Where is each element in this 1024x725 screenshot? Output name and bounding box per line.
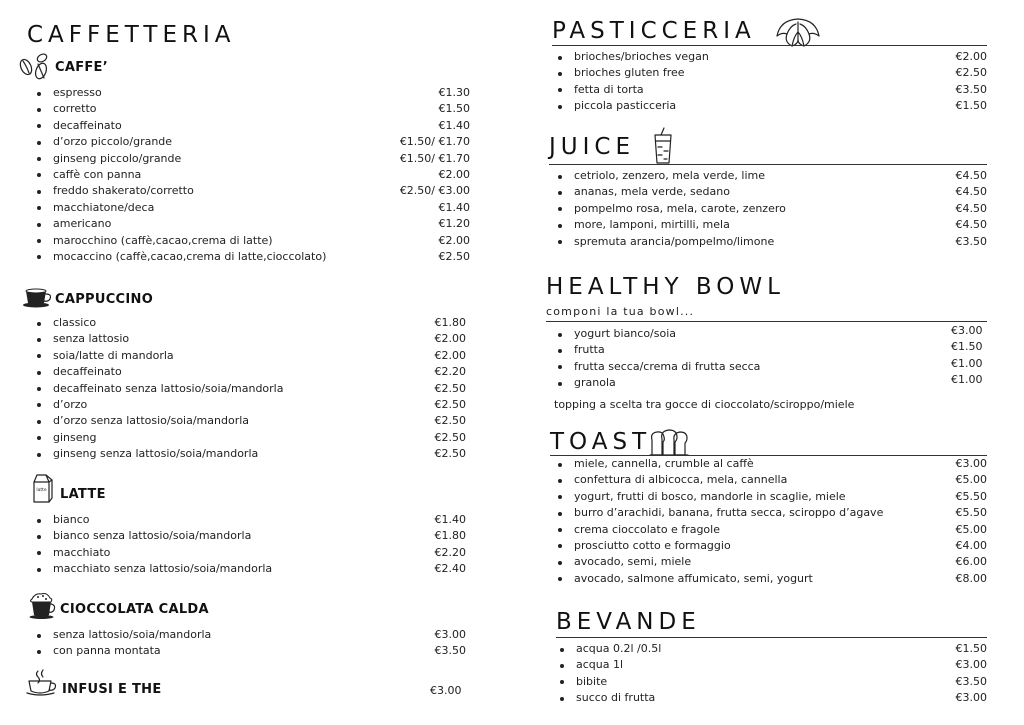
item-price: €3.50 xyxy=(955,234,987,248)
healthy-bowl-title: HEALTHY BOWL xyxy=(546,274,785,300)
item-name: ginseng senza lattosio/soia/mandorla xyxy=(53,447,259,461)
item-name: decaffeinato senza lattosio/soia/mandorla xyxy=(53,381,284,395)
item-price: €2.00 xyxy=(434,332,466,346)
hot-chocolate-icon xyxy=(27,590,57,620)
item-name: frutta secca/crema di frutta secca xyxy=(574,359,761,373)
menu-item xyxy=(574,359,924,375)
item-name: succo di frutta xyxy=(576,691,656,705)
item-name: crema cioccolato e fragole xyxy=(574,522,720,536)
item-price: €1.00 xyxy=(951,356,983,370)
item-name: brioches/brioches vegan xyxy=(574,50,709,63)
topping-note: topping a scelta tra gocce di cioccolato/sciroppo/miele xyxy=(554,398,855,411)
menu-item xyxy=(53,545,466,561)
item-name: avocado, semi, miele xyxy=(574,555,692,569)
item-name: macchiato senza lattosio/soia/mandorla xyxy=(53,562,273,576)
item-name: bianco xyxy=(53,513,90,526)
menu-item xyxy=(574,201,987,217)
menu-item xyxy=(574,472,987,488)
menu-item xyxy=(574,168,987,184)
item-name: yogurt, frutti di bosco, mandorle in scaglie, miele xyxy=(574,489,846,503)
menu-item xyxy=(53,331,466,347)
item-name: senza lattosio xyxy=(53,332,130,346)
menu-item xyxy=(574,522,987,538)
item-price: €2.50 xyxy=(434,430,466,444)
item-name: ginseng piccolo/grande xyxy=(53,151,182,165)
bevande-divider xyxy=(556,637,987,638)
healthy-bowl-subtitle: componi la tua bowl... xyxy=(546,305,695,318)
item-price: €1.80 xyxy=(434,316,466,329)
item-name: d’orzo xyxy=(53,397,88,411)
item-price: €5.50 xyxy=(955,506,987,520)
menu-item xyxy=(53,233,470,249)
menu-item xyxy=(574,184,987,200)
juice-divider xyxy=(549,164,987,165)
item-price: €3.00 xyxy=(955,691,987,705)
cappuccino-heading: CAPPUCCINO xyxy=(55,292,154,307)
item-price: €4.50 xyxy=(955,201,987,215)
bevande-list xyxy=(576,641,987,707)
item-name: macchiato xyxy=(53,545,111,559)
item-price: €5.00 xyxy=(955,473,987,487)
menu-item xyxy=(574,375,924,391)
item-name: caffè con panna xyxy=(53,167,142,181)
item-price: €1.50 xyxy=(438,102,470,116)
cioccolata-list xyxy=(53,627,466,660)
item-name: yogurt bianco/soia xyxy=(574,327,677,340)
caffe-list xyxy=(53,85,470,265)
menu-item xyxy=(53,446,466,462)
carton-label: latte xyxy=(36,488,47,493)
item-price: €2.00 xyxy=(438,167,470,181)
menu-item xyxy=(53,381,466,397)
menu-item xyxy=(53,643,466,659)
item-price: €4.50 xyxy=(955,169,987,182)
item-name: acqua 0.2l /0.5l xyxy=(576,642,662,655)
pasticceria-divider xyxy=(552,45,987,46)
item-price: €1.20 xyxy=(438,217,470,231)
healthy-bowl-prices xyxy=(951,323,983,389)
caffetteria-title: CAFFETTERIA xyxy=(27,22,236,48)
item-name: mocaccino (caffè,cacao,crema di latte,cioccolato) xyxy=(53,249,327,263)
item-name: espresso xyxy=(53,86,102,99)
bread-slices-icon xyxy=(648,428,690,458)
menu-item xyxy=(53,413,466,429)
menu-item xyxy=(576,657,987,673)
item-price: €6.00 xyxy=(955,555,987,569)
menu-item xyxy=(53,512,466,528)
item-price: €2.00 xyxy=(438,233,470,247)
item-name: cetriolo, zenzero, mela verde, lime xyxy=(574,169,765,182)
item-name: piccola pasticceria xyxy=(574,99,677,113)
item-price: €1.50 xyxy=(955,99,987,113)
item-name: fetta di torta xyxy=(574,82,644,96)
menu-item xyxy=(574,65,987,81)
item-name: senza lattosio/soia/mandorla xyxy=(53,628,212,641)
item-price: €2.50 xyxy=(434,381,466,395)
item-price: €2.50/ €3.00 xyxy=(399,184,470,198)
item-price: €1.50/ €1.70 xyxy=(399,135,470,149)
item-price: €5.00 xyxy=(955,522,987,536)
item-name: acqua 1l xyxy=(576,658,624,672)
item-price: €2.00 xyxy=(434,348,466,362)
item-price: €2.50 xyxy=(434,414,466,428)
menu-item xyxy=(574,571,987,587)
item-name: brioches gluten free xyxy=(574,66,685,80)
menu-item xyxy=(574,234,987,250)
menu-item xyxy=(53,216,470,232)
item-price: €8.00 xyxy=(955,571,987,585)
cioccolata-heading: CIOCCOLATA CALDA xyxy=(60,602,209,617)
item-price: €3.50 xyxy=(955,674,987,688)
item-name: ginseng xyxy=(53,430,97,444)
item-name: americano xyxy=(53,217,112,231)
item-name: bianco senza lattosio/soia/mandorla xyxy=(53,529,252,543)
healthy-bowl-divider xyxy=(546,321,987,322)
item-name: granola xyxy=(574,376,616,390)
menu-item xyxy=(574,489,987,505)
menu-item xyxy=(574,342,924,358)
tea-cup-icon xyxy=(26,668,60,696)
menu-item xyxy=(53,627,466,643)
item-name: miele, cannella, crumble al caffè xyxy=(574,457,754,470)
item-price: €2.20 xyxy=(434,545,466,559)
item-price: €3.00 xyxy=(955,658,987,672)
item-price: €1.80 xyxy=(434,529,466,543)
item-price: €1.40 xyxy=(438,200,470,214)
item-price: €3.00 xyxy=(951,324,983,337)
infusi-heading: INFUSI E THE xyxy=(62,682,162,697)
item-price: €2.50 xyxy=(438,249,470,263)
item-name: pompelmo rosa, mela, carote, zenzero xyxy=(574,201,786,215)
juice-list xyxy=(574,168,987,250)
pasticceria-list xyxy=(574,49,987,115)
juice-title: JUICE xyxy=(549,134,635,160)
item-price: €2.00 xyxy=(955,50,987,63)
menu-item xyxy=(53,134,470,150)
item-price: €2.20 xyxy=(434,365,466,379)
item-name: ananas, mela verde, sedano xyxy=(574,185,730,199)
healthy-bowl-list xyxy=(574,326,924,392)
item-price: €1.40 xyxy=(438,118,470,132)
item-price: €1.30 xyxy=(438,86,470,99)
menu-item xyxy=(576,674,987,690)
item-name: more, lamponi, mirtilli, mela xyxy=(574,218,730,232)
menu-item xyxy=(574,505,987,521)
coffee-cup-icon xyxy=(22,286,54,308)
menu-item xyxy=(53,249,470,265)
item-price: €2.50 xyxy=(434,447,466,461)
item-price: €3.50 xyxy=(434,644,466,658)
item-price: €1.50 xyxy=(955,642,987,655)
item-price: €3.00 xyxy=(955,457,987,470)
latte-list xyxy=(53,512,466,578)
menu-item xyxy=(53,151,470,167)
item-name: prosciutto cotto e formaggio xyxy=(574,538,731,552)
item-price: €1.50/ €1.70 xyxy=(399,151,470,165)
item-name: decaffeinato xyxy=(53,118,122,132)
menu-item xyxy=(53,397,466,413)
menu-item xyxy=(574,538,987,554)
cappuccino-list xyxy=(53,315,466,463)
item-name: frutta xyxy=(574,343,605,357)
item-name: con panna montata xyxy=(53,644,161,658)
menu-item xyxy=(53,118,470,134)
item-price: €1.00 xyxy=(951,373,983,387)
milk-carton-icon xyxy=(32,472,54,504)
item-name: spremuta arancia/pompelmo/limone xyxy=(574,234,775,248)
item-price: €2.50 xyxy=(955,66,987,80)
menu-item xyxy=(53,85,470,101)
item-name: soia/latte di mandorla xyxy=(53,348,174,362)
toast-title: TOAST xyxy=(550,429,652,455)
item-price: €4.50 xyxy=(955,218,987,232)
item-price: €3.00 xyxy=(434,628,466,641)
item-name: marocchino (caffè,cacao,crema di latte) xyxy=(53,233,273,247)
menu-item xyxy=(574,456,987,472)
item-name: freddo shakerato/corretto xyxy=(53,184,194,198)
menu-item xyxy=(53,348,466,364)
menu-item xyxy=(574,82,987,98)
pasticceria-title: PASTICCERIA xyxy=(552,18,756,44)
caffe-heading: CAFFE’ xyxy=(55,60,108,75)
item-price: €1.40 xyxy=(434,513,466,526)
item-price: €1.50 xyxy=(951,340,983,354)
menu-item xyxy=(53,200,470,216)
menu-item xyxy=(574,554,987,570)
coffee-beans-icon xyxy=(17,52,53,82)
item-name: d’orzo senza lattosio/soia/mandorla xyxy=(53,414,250,428)
infusi-price: €3.00 xyxy=(430,684,462,697)
item-price: €5.50 xyxy=(955,489,987,503)
menu-item xyxy=(574,217,987,233)
menu-item xyxy=(53,430,466,446)
item-price: €2.50 xyxy=(434,397,466,411)
menu-item xyxy=(576,641,987,657)
menu-item xyxy=(53,561,466,577)
toast-list xyxy=(574,456,987,587)
item-price: €3.50 xyxy=(955,82,987,96)
bevande-title: BEVANDE xyxy=(556,609,701,635)
menu-item xyxy=(53,183,470,199)
item-name: d’orzo piccolo/grande xyxy=(53,135,173,149)
item-name: bibite xyxy=(576,674,608,688)
item-name: burro d’arachidi, banana, frutta secca, sciroppo d’agave xyxy=(574,506,884,520)
item-name: classico xyxy=(53,316,97,329)
menu-item xyxy=(53,528,466,544)
latte-heading: LATTE xyxy=(60,487,106,502)
item-name: corretto xyxy=(53,102,97,116)
menu-item xyxy=(53,167,470,183)
item-name: confettura di albicocca, mela, cannella xyxy=(574,473,788,487)
menu-item xyxy=(53,364,466,380)
item-name: avocado, salmone affumicato, semi, yogurt xyxy=(574,571,813,585)
menu-item xyxy=(574,326,924,342)
item-name: decaffeinato xyxy=(53,365,122,379)
menu-item xyxy=(574,98,987,114)
item-price: €4.00 xyxy=(955,538,987,552)
item-name: macchiatone/deca xyxy=(53,200,155,214)
item-price: €2.40 xyxy=(434,562,466,576)
menu-item xyxy=(53,101,470,117)
menu-item xyxy=(574,49,987,65)
juice-glass-icon xyxy=(652,127,674,165)
menu-item xyxy=(576,690,987,706)
menu-item xyxy=(53,315,466,331)
item-price: €4.50 xyxy=(955,185,987,199)
